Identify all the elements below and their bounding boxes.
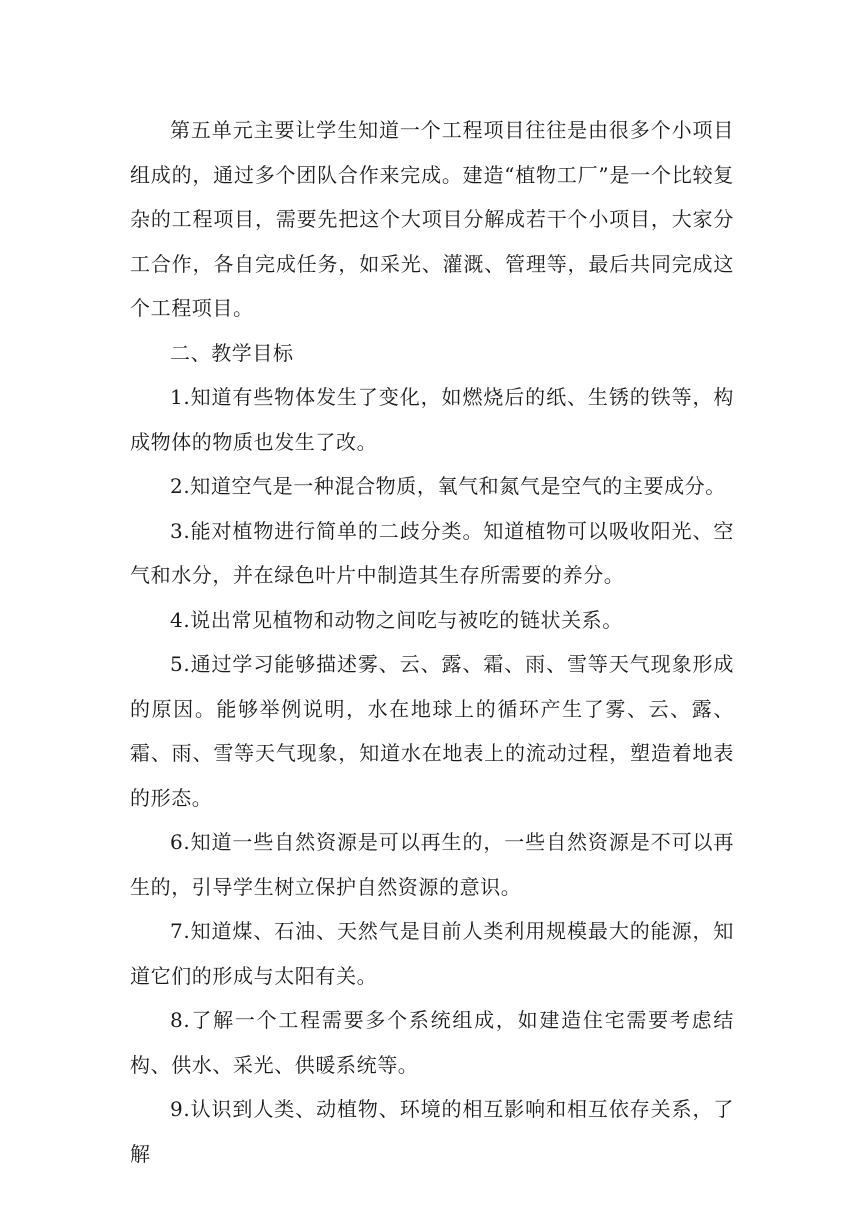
goal-item-1: 1.知道有些物体发生了变化，如燃烧后的纸、生锈的铁等，构成物体的物质也发生了改。 [130, 385, 734, 454]
paragraph-unit-five-summary: 第五单元主要让学生知道一个工程项目往往是由很多个小项目组成的，通过多个团队合作来完成。建造“植物工厂”是一个比较复杂的工程项目，需要先把这个大项目分解成若干个小项目，大家分工合作，各自完成任务，如采光、灌溉、管理等，最后共同完成这个工程项目。 [130, 118, 734, 320]
document-body [130, 108, 734, 1176]
goal-item-7: 7.知道煤、石油、天然气是目前人类利用规模最大的能源，知道它们的形成与太阳有关。 [130, 919, 734, 988]
goal-item-3: 3.能对植物进行简单的二歧分类。知道植物可以吸收阳光、空气和水分，并在绿色叶片中制造其生存所需要的养分。 [130, 518, 734, 587]
goal-item-8: 8.了解一个工程需要多个系统组成，如建造住宅需要考虑结构、供水、采光、供暖系统等。 [130, 1008, 734, 1077]
goal-item-2: 2.知道空气是一种混合物质，氧气和氮气是空气的主要成分。 [170, 474, 726, 498]
goal-item-9: 9.认识到人类、动植物、环境的相互影响和相互依存关系，了解 [130, 1097, 734, 1166]
section-heading-teaching-goals: 二、教学目标 [170, 340, 294, 365]
goal-item-4: 4.说出常见植物和动物之间吃与被吃的链状关系。 [170, 607, 623, 632]
goal-item-5: 5.通过学习能够描述雾、云、露、霜、雨、雪等天气现象形成的原因。能够举例说明，水在地球上的循环产生了雾、云、露、霜、雨、雪等天气现象，知道水在地表上的流动过程，塑造着地表的形态。 [130, 652, 734, 810]
goal-item-6: 6.知道一些自然资源是可以再生的，一些自然资源是不可以再生的，引导学生树立保护自然资源的意识。 [130, 830, 734, 899]
